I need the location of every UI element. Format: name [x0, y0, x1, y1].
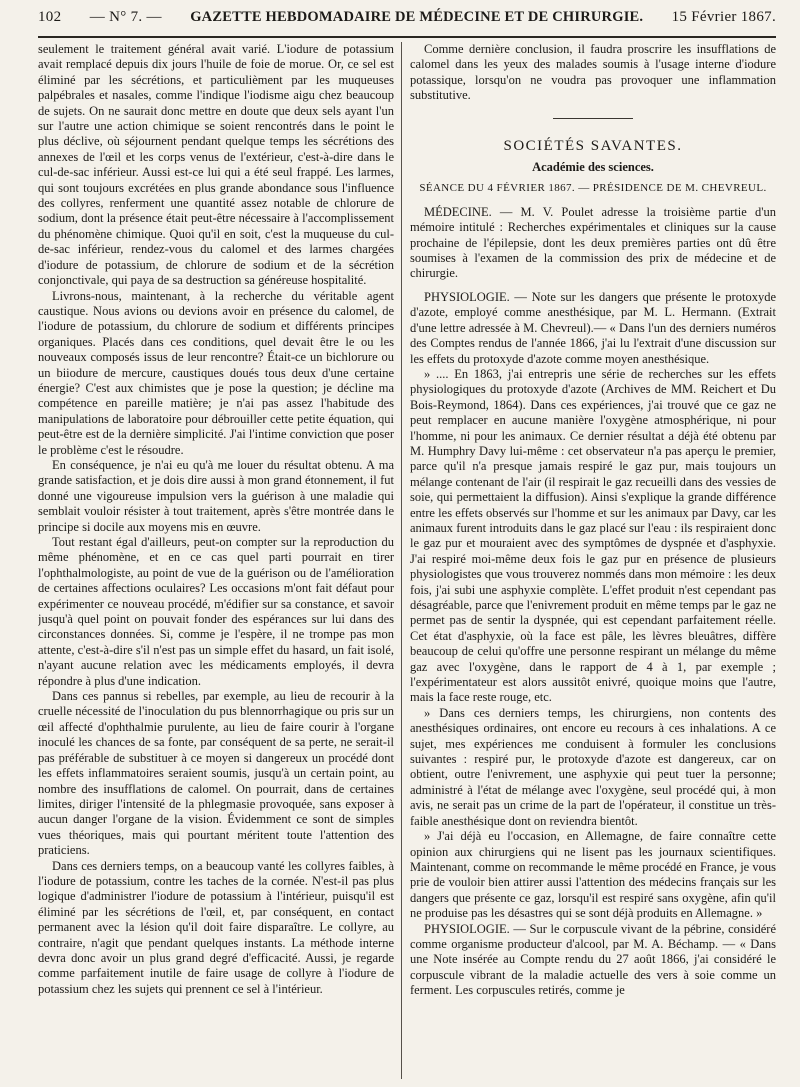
paragraph: Tout restant égal d'ailleurs, peut-on compter sur la reproduction du même phénomène, et en ce cas quel parti pourrait en tirer l'ophthalmologiste, au point de vue de la guérison ou de l'amélioration de certaines affections oculaires? Les occasions m'ont fait défaut pour expérimenter ce nouveau procédé, m'édifier sur sa constance, et savoir jusqu'à quel point on pouvait fonder des espérances sur lui dans des circonstances données. Si, comme je l'espère, il ne trompe pas mon attente, c'est-à-dire s'il n'est pas un simple effet du hasard, un fait isolé, n'ayant aucune relation avec les médicaments employés, il devra répondre à plus d'une indication. [38, 535, 394, 688]
text-columns [38, 42, 776, 1087]
paragraph: PHYSIOLOGIE. — Sur le corpuscule vivant de la pébrine, considéré comme organisme producteur d'alcool, par M. A. Béchamp. — « Dans une Note insérée au Compte rendu du 27 août 1866, j'ai considéré le corpuscule vibrant de la maladie actuelle des vers à soie comme un ferment. Les corpuscules retirés, comme je [410, 921, 776, 998]
paragraph: » J'ai déjà eu l'occasion, en Allemagne, de faire connaître cette opinion aux chirurgiens qui ne lisent pas les journaux scientifiques. Maintenant, comme on recommande le même procédé en France, je vous prie de vouloir bien attirer aussi l'attention des médecins français sur les dangers que présente ce gaz, lorsqu'il est respiré sans oxygène, afin qu'il ne produise pas les désastres qui se sont déjà produits en Allemagne. » [410, 829, 776, 921]
issue-number: — N° 7. — [89, 8, 162, 25]
right-column [410, 42, 776, 1087]
page-number: 102 [38, 8, 62, 25]
paragraph: » Dans ces derniers temps, les chirurgiens, non contents des anesthésiques ordinaires, ont encore eu recours à ces inhalations. A ce sujet, mes expériences me conduisent à formuler les conclusions suivantes : respiré pur, le protoxyde d'azote est dangereux, car on obtient, outre l'enivrement, une asphyxie qui peut tuer la personne; administré à l'état de mélange avec l'oxygène, seul procédé qui, à mon avis, ne serait pas un crime de la part de l'opérateur, il constitue un très-faible anesthésique dont on reviendra bientôt. [410, 705, 776, 828]
section-rule [553, 118, 633, 119]
paragraph: Dans ces derniers temps, on a beaucoup vanté les collyres faibles, à l'iodure de potassium, contre les taches de la cornée. N'est-il pas plus logique d'administrer l'iodure de potassium à l'intérieur, puisqu'il est éliminé par les sécrétions de l'œil, et, par conséquent, en contact permanent avec la lésion qu'il doit faire disparaître. Le collyre, au contraire, n'agit que pendant quelques instants. La méthode interne devra donc avoir un plus grand degré d'efficacité. Aussi, je regarde comme parfaitement inutile de faire usage de collyre à l'iodure de potassium chez les sujets qui prennent ce sel à l'intérieur. [38, 858, 394, 996]
paragraph: MÉDECINE. — M. V. Poulet adresse la troisième partie d'un mémoire intitulé : Recherches expérimentales et cliniques sur la cause prochaine de l'épilepsie, dont les deux premières parties ont dû être soumises à l'examen de la commission des prix de médecine et de chirurgie. [410, 204, 776, 281]
section-subtitle: Académie des sciences. [532, 160, 654, 175]
paragraph: PHYSIOLOGIE. — Note sur les dangers que présente le protoxyde d'azote, employé comme anesthésique, par M. L. Hermann. (Extrait d'une lettre adressée à M. Chevreul).— « Dans l'un des derniers numéros des Comptes rendus de l'année 1866, j'ai lu l'extrait d'une discussion sur les effets du protoxyde d'azote comme moyen anesthésique. [410, 289, 776, 366]
journal-title: GAZETTE HEBDOMADAIRE DE MÉDECINE ET DE CHIRURGIE. [190, 8, 644, 25]
header-rule [38, 36, 776, 38]
paragraph: Dans ces pannus si rebelles, par exemple, au lieu de recourir à la cruelle nécessité de l'inoculation du pus blennorrhagique ou pris sur un œil affecté d'ophthalmie purulente, au lieu de faire courir à l'organe inoculé les chances de sa fonte, par conséquent de sa perte, ne serait-il pas préférable de substituer à ce moyen si dangereux un procédé dont les effets inflammatoires seraient soumis, jusqu'à un certain point, au nombre des insufflations de calomel. On pourrait, dans de certaines limites, diriger l'intensité de la phlegmasie provoquée, sans exposer à aucun danger l'organe de la vision. Évidemment ce sont de simples vues théoriques, mais qui pourtant méritent toute l'attention des praticiens. [38, 689, 394, 858]
seance-line: SÉANCE DU 4 FÉVRIER 1867. — PRÉSIDENCE DE M. CHEVREUL. [419, 182, 767, 195]
paragraph: Comme dernière conclusion, il faudra proscrire les insufflations de calomel dans les yeux des malades soumis à l'usage interne d'iodure potassique, lorsqu'on ne voudra pas provoquer une inflammation substitutive. [410, 42, 776, 103]
paragraph: seulement le traitement général avait varié. L'iodure de potassium avait remplacé depuis dix jours l'huile de foie de morue. Or, ce sel est éliminé par les sécrétions, et particulièment par les muqueuses palpébrales et nasales, comme l'indique l'iodisme aigu chez beaucoup de sujets. On ne saurait donc mettre en doute que deux sels ayant l'un sur l'autre une action chimique se soient rencontrés dans le point le plus déclive, où séjournent pendant quelque temps les sécrétions des annexes de l'œil et les corps venus de l'extérieur, c'est-à-dire dans le cul-de-sac inférieur. Aussi est-ce lui qui a été seul frappé. Les larmes, qui sont toujours excrétées en plus grande abondance sous l'influence des collyres, renferment une quantité assez notable de chlorure de sodium, dont la présence était peut-être nécessaire à l'accomplissement du phénomène chimique. Quoi qu'il en soit, c'est la muqueuse du cul-de-sac inférieur, rendez-vous du calomel et des larmes chargées d'iodure de potassium, de chlorure de sodium et de la sécrétion conjonctivale, qui paya de sa destruction sa généreuse hospitalité. [38, 42, 394, 288]
paragraph: Livrons-nous, maintenant, à la recherche du véritable agent caustique. Nous avions ou devions avoir en présence du calomel, de l'iodure de potassium, du chlorure de sodium et différents principes organiques. Placés dans ces conditions, quel devait être le ou les nouveaux composés issus de leur rencontre? Était-ce un bichlorure ou un biiodure de mercure, caustiques doués tous deux d'une certaine énergie? C'est aux chimistes que je pose la question; je décline ma compétence en pareille matière; je n'ai pas assez l'habitude des manipulations de laboratoire pour débrouiller cette petite équation, qui peut-être est de la dernière simplicité. J'ai l'intime conviction que poser le problème c'est le résoudre. [38, 288, 394, 457]
paragraph: En conséquence, je n'ai eu qu'à me louer du résultat obtenu. A ma grande satisfaction, et je dois dire aussi à mon grand étonnement, il fut donné une vigoureuse impulsion vers la guérison à une maladie qui semblait vouloir résister à tout traitement, après s'être montrée dans le principe si docile aux moyens mis en œuvre. [38, 457, 394, 534]
issue-date: 15 Février 1867. [671, 8, 776, 25]
running-head [38, 0, 776, 34]
section-title: SOCIÉTÉS SAVANTES. [503, 137, 683, 154]
paragraph: » .... En 1863, j'ai entrepris une série de recherches sur les effets physiologiques du protoxyde d'azote (Archives de MM. Reichert et Du Bois-Reymond, 1864). Dans ces expériences, j'ai trouvé que ce gaz ne peut remplacer en aucune manière l'oxygène atmosphérique, ni pour l'homme, ni pour les animaux. Ce dernier résultat a déjà été obtenu par M. Humphry Davy lui-même : cet observateur n'a pas aperçu le premier, parce qu'il n'a presque jamais respiré le gaz pur, mais toujours un mélange contenant de l'air (il respirait le gaz recueilli dans des vessies de soie, qui permettaient la diffusion). Ainsi s'explique la grande différence entre les effets observés sur l'homme et sur les animaux par Davy, car les animaux furent introduits dans le gaz placé sur l'eau : ils respiraient donc le gaz pur et mouraient avec des symptômes de dyspnée et d'asphyxie. J'ai respiré moi-même deux fois le gaz pur en présence de plusieurs physiologistes que vous trouverez nommés dans mon mémoire : les deux fois, j'ai subi une asphyxie complète. L'effet produit n'est cependant pas désagréable, parce que l'enivrement produit en même temps par le gaz ne permet pas de sentir la dyspnée, qui est cependant parfaitement réelle. Cet état d'asphyxie, où la face est pâle, les lèvres bleuâtres, diffère beaucoup de celui qu'offre une personne respirant un mélange du même gaz avec l'oxygène, dans le rapport de 4 à 1, par exemple ; l'expérimentateur est alors aussitôt enivré, quoique moins que l'autre, mais la face reste rouge, etc. [410, 366, 776, 705]
spacer [410, 282, 776, 290]
left-column [38, 42, 394, 1087]
column-divider [401, 42, 402, 1079]
